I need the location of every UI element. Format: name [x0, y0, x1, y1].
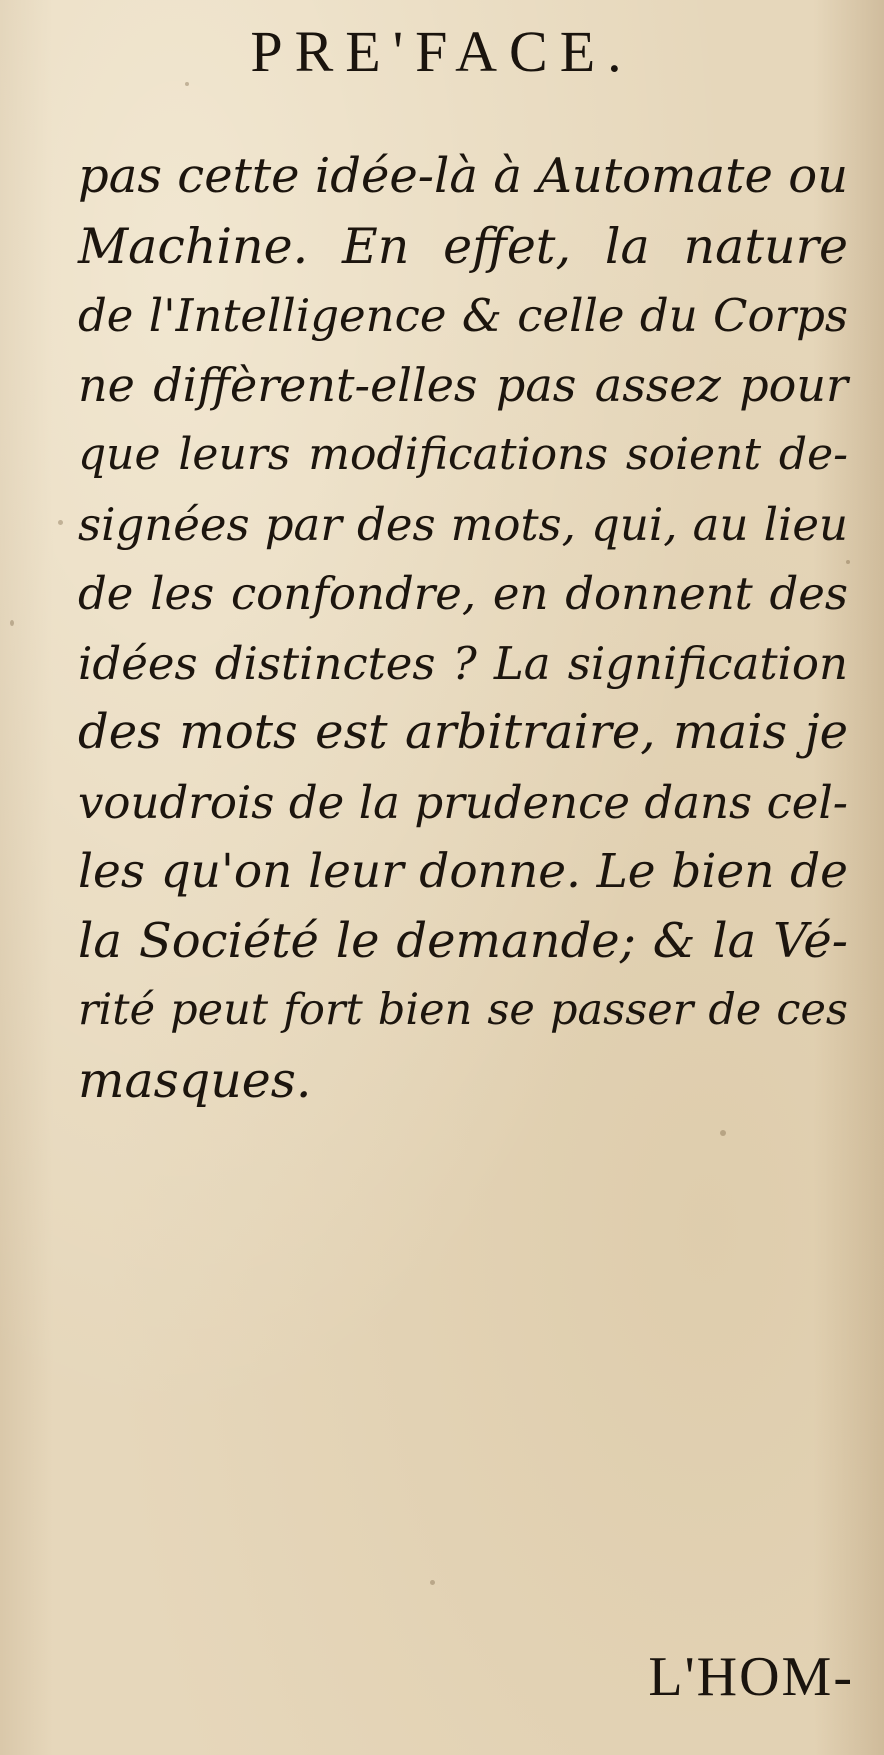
text-line: voudrois de la prudence dans cel-	[78, 775, 848, 829]
text-line: la Société le demande; & la Vé-	[78, 912, 848, 969]
text-line: les qu'on leur donne. Le bien de	[78, 844, 848, 899]
text-line: masques.	[78, 1051, 312, 1109]
text-line: Machine. En effet, la nature	[78, 217, 848, 275]
text-line: de les confondre, en donnent des	[78, 567, 848, 620]
text-line: des mots est arbitraire, mais je	[78, 704, 848, 760]
text-line: signées par des mots, qui, au lieu	[78, 497, 848, 551]
text-line: que leurs modifications soient de-	[78, 429, 848, 480]
text-line: pas cette idée-là à Automate ou	[78, 148, 848, 204]
running-head: PRE'FACE.	[250, 19, 634, 84]
catchword: L'HOM-	[648, 1646, 854, 1708]
body-text	[78, 142, 848, 1115]
text-line: idées distinctes ? La signification	[78, 636, 848, 690]
text-line: de l'Intelligence & celle du Corps	[78, 289, 848, 342]
text-line: ne diffèrent-elles pas assez pour	[78, 357, 848, 412]
text-line: rité peut fort bien se passer de ces	[78, 985, 848, 1035]
